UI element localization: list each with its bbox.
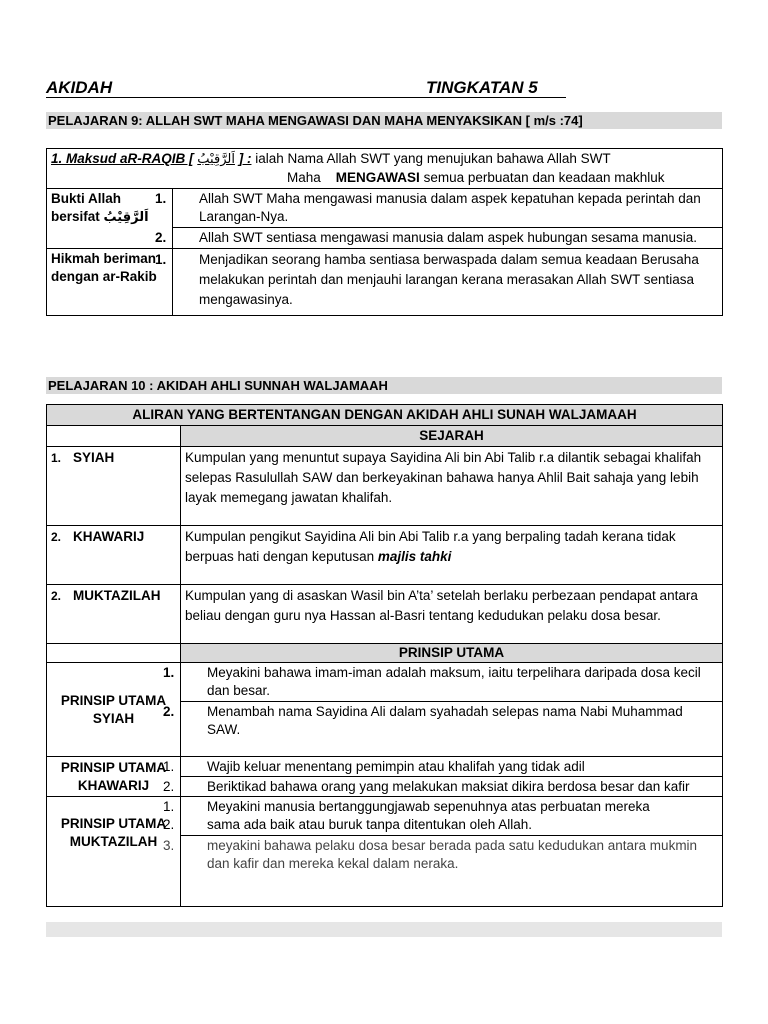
subject-title: AKIDAH [46,78,113,97]
bukti-item-1 [155,189,723,228]
lesson-10-title: PELAJARAN 10 : AKIDAH AHLI SUNNAH WALJAMAAH [48,378,388,393]
group-num-syiah: 1. [51,451,62,465]
definition-cell [47,149,723,189]
header-underline [46,97,566,98]
bukti-item-2-text: Allah SWT sentiasa mengawasi manusia dalam aspek hubungan sesama manusia. [199,230,698,245]
prinsip-muktazilah-item-2-text: sama ada baik atau buruk tanpa ditentukan oleh Allah. [207,817,532,832]
prinsip-muktazilah-label: PRINSIP UTAMA MUKTAZILAH [47,797,181,907]
definition-label: 1. Maksud aR-RAQIB [ [51,151,194,166]
group-name-syiah [47,447,181,526]
prinsip-header-row [47,644,723,663]
sejarah-header: SEJARAH [181,426,723,447]
definition-row [47,149,723,189]
group-history-muktazilah: Kumpulan yang di asaskan Wasil bin A’ta’ setelah berlaku perbezaan pendapat antara beliau dengan guru nya Hassan al-Basri tentang kedudukan pelaku dosa besar. [181,585,723,644]
hikmah-text: Menjadikan seorang hamba sentiasa berwaspada dalam semua keadaan Berusaha melakukan perintah dan menjauhi larangan kerana merasakan Allah SWT sentiasa mengawasinya. [199,252,699,307]
prinsip-muktazilah-item-1 [163,797,723,836]
prinsip-syiah-item-2 [163,702,723,757]
definition-arabic: اَلرَّقِيْبُ [197,152,235,167]
group-num-muktazilah: 2. [51,589,62,603]
lesson-9-band [46,112,722,129]
group-history-syiah: Kumpulan yang menuntut supaya Sayidina Ali bin Abi Talib r.a dilantik sebagai khalifah selepas Rasulullah SAW dan berkeyakinan bahawa hanya Ahlil Bait sahaja yang lebih layak memegang jawatan khalifah. [181,447,723,526]
bukti-item-1-num: 1. [155,191,167,206]
bukti-label-cell [47,189,173,249]
group-num-khawarij: 2. [51,530,62,544]
bukti-arabic: اَلرَّقِيْبُ [103,210,149,225]
prinsip-khawarij-item-2 [163,777,723,797]
prinsip-muktazilah-item-3 [163,836,723,907]
prinsip-muktazilah-item-3-num: 3. [163,838,175,853]
prinsip-muktazilah-row-1 [47,797,723,836]
bukti-item-2 [155,228,723,249]
prinsip-muktazilah-item-3-text: meyakini bahawa pelaku dosa besar berada pada satu kedudukan antara mukmin dan kafir dan mereka kekal dalam neraka. [207,838,698,871]
definition-maha: Maha [287,170,321,185]
lesson-10-table [46,404,723,907]
bukti-item-2-num: 2. [155,230,167,245]
prinsip-syiah-row-1 [47,663,723,702]
footer-band [46,922,722,937]
level-title: TINGKATAN 5 [426,78,538,97]
prinsip-syiah-label: PRINSIP UTAMA SYIAH [47,663,181,757]
group-history-khawarij-cell [181,526,723,585]
table-title-row [47,405,723,426]
prinsip-khawarij-item-2-num: 2. [163,779,175,794]
prinsip-header-empty [47,644,181,663]
prinsip-muktazilah-item-1-num: 1. [163,799,175,814]
group-row-muktazilah [47,585,723,644]
definition-text-2: semua perbuatan dan keadaan makhluk [423,170,665,185]
definition-text-1: ialah Nama Allah SWT yang menujukan bahawa Allah SWT [255,151,611,166]
group-row-syiah [47,447,723,526]
lesson-9-title: PELAJARAN 9: ALLAH SWT MAHA MENGAWASI DAN MAHA MENYAKSIKAN [ m/s :74] [48,113,583,128]
prinsip-syiah-item-1 [163,663,723,702]
group-label-muktazilah: MUKTAZILAH [73,588,161,603]
hikmah-label: Hikmah beriman dengan ar-Rakib [47,249,173,316]
lesson-10-band [46,377,722,394]
hikmah-num: 1. [155,252,167,267]
table-title: ALIRAN YANG BERTENTANGAN DENGAN AKIDAH AHLI SUNAH WALJAMAAH [47,405,723,426]
group-label-khawarij: KHAWARIJ [73,529,145,544]
prinsip-syiah-item-1-text: Meyakini bahawa imam-iman adalah maksum, iaitu terpelihara daripada dosa kecil dan besar. [207,665,701,698]
prinsip-khawarij-item-2-text: Beriktikad bahawa orang yang melakukan maksiat dikira berdosa besar dan kafir [207,779,690,794]
sejarah-header-row [47,426,723,447]
group-name-khawarij [47,526,181,585]
bukti-label-2: bersifat [51,209,100,224]
prinsip-khawarij-item-1-text: Wajib keluar menentang pemimpin atau khalifah yang tidak adil [207,759,585,774]
prinsip-khawarij-row-1 [47,757,723,777]
definition-bold: MENGAWASI [335,170,420,185]
group-name-muktazilah [47,585,181,644]
prinsip-muktazilah-item-2-num: 2. [163,817,175,832]
prinsip-header: PRINSIP UTAMA [181,644,723,663]
lesson-9-table [46,148,723,316]
sejarah-header-empty [47,426,181,447]
prinsip-khawarij-item-1 [163,757,723,777]
prinsip-syiah-item-1-num: 1. [163,665,175,680]
prinsip-khawarij-label: PRINSIP UTAMA KHAWARIJ [47,757,181,797]
prinsip-muktazilah-item-1-text: Meyakini manusia bertanggungjawab sepenuhnya atas perbuatan mereka [207,799,650,814]
prinsip-syiah-item-2-text: Menambah nama Sayidina Ali dalam syahadah selepas nama Nabi Muhammad SAW. [207,704,683,737]
bukti-item-1-text: Allah SWT Maha mengawasi manusia dalam aspek kepatuhan kepada perintah dan Larangan-Nya. [199,191,701,224]
hikmah-row [47,249,723,316]
definition-close: ] : [238,151,252,166]
group-row-khawarij [47,526,723,585]
prinsip-syiah-item-2-num: 2. [163,704,175,719]
group-history-khawarij: Kumpulan pengikut Sayidina Ali bin Abi Talib r.a yang berpaling tadah kerana tidak berpuas hati dengan keputusan [185,529,676,564]
bukti-label: Bukti Allah [51,191,122,206]
group-history-khawarij-em: majlis tahki [377,549,452,564]
group-label-syiah: SYIAH [73,450,115,465]
bukti-row-1 [47,189,723,228]
hikmah-item [155,249,723,316]
prinsip-khawarij-item-1-num: 1. [163,759,175,774]
